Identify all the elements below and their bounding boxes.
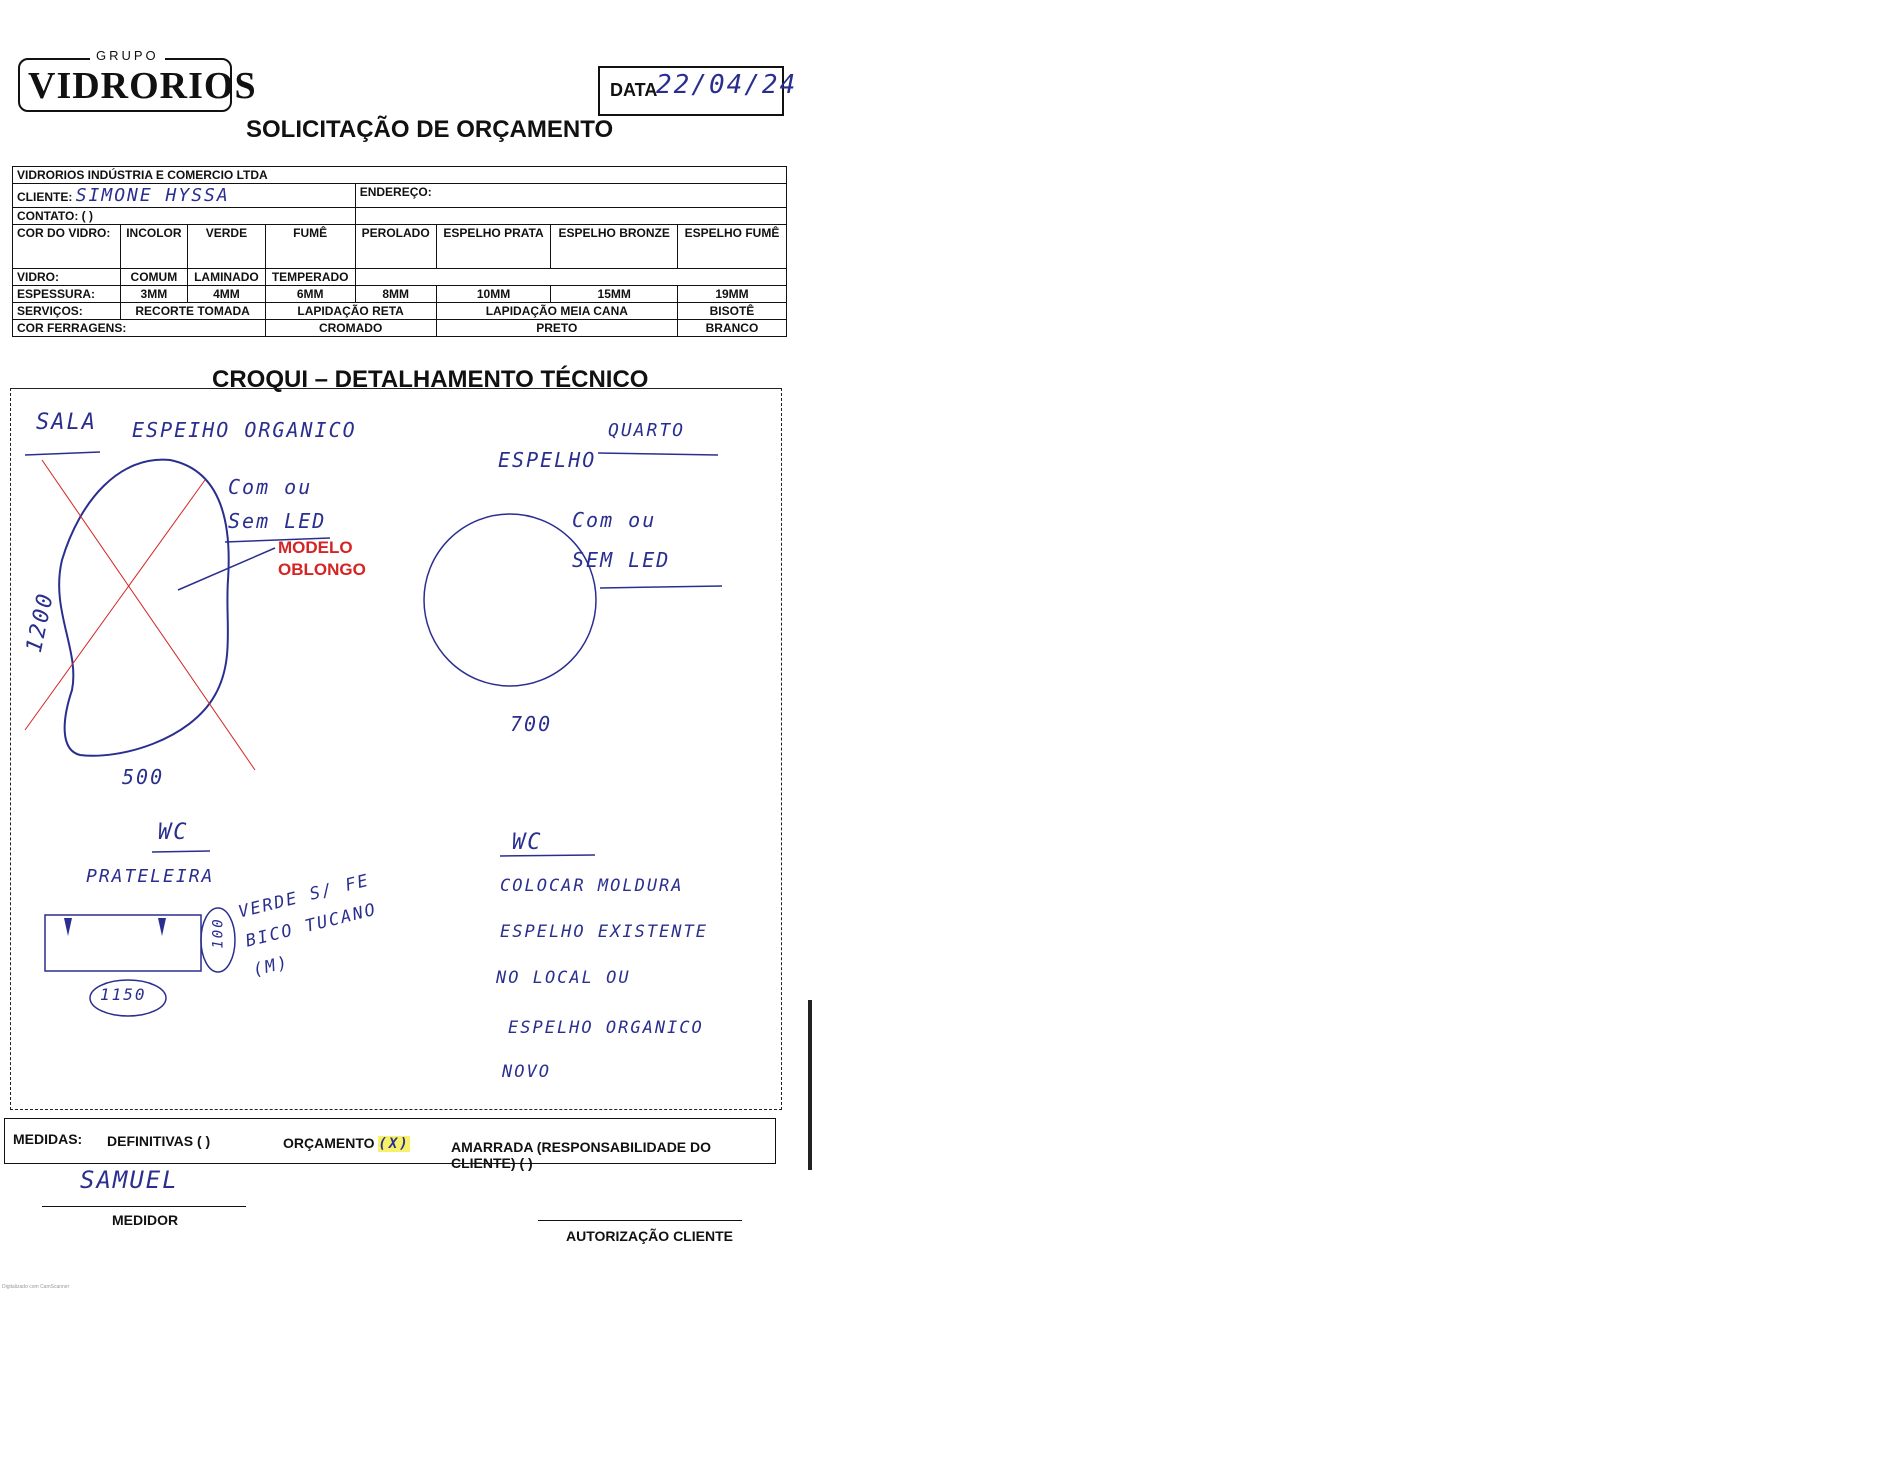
page-edge-shadow [808, 1000, 812, 1170]
orcamento-option [283, 1135, 410, 1152]
sala-height-dimension: 1200 [21, 590, 60, 655]
sketch-drawing [0, 0, 810, 1290]
cor-option: PEROLADO [355, 225, 436, 269]
wc2-label: WC [512, 830, 543, 855]
espessura-option: 8MM [355, 286, 436, 303]
wc2-underline [500, 855, 595, 856]
wc1-height-dimension: 100 [210, 917, 227, 949]
oblongo-label: OBLONGO [278, 560, 366, 579]
quarto-label: QUARTO [608, 420, 686, 441]
quote-request-sheet [0, 0, 810, 1290]
cor-option: INCOLOR [120, 225, 188, 269]
servicos-option: LAPIDAÇÃO MEIA CANA [436, 303, 677, 320]
cor-label: COR DO VIDRO: [13, 225, 121, 269]
wc1-underline [152, 851, 210, 852]
espessura-option: 10MM [436, 286, 551, 303]
logo-grupo-text: GRUPO [90, 48, 165, 63]
orcamento-label: ORÇAMENTO [283, 1135, 375, 1151]
date-label: DATA [610, 80, 658, 100]
quarto-title: ESPELHO [498, 448, 597, 472]
servicos-label: SERVIÇOS: [13, 303, 121, 320]
pointer-line [178, 548, 275, 590]
espessura-option: 6MM [265, 286, 355, 303]
date-value: 22/04/24 [656, 70, 798, 100]
ferragens-option: PRETO [436, 320, 677, 337]
definitivas-option: DEFINITIVAS ( ) [107, 1133, 211, 1149]
vidro-label: VIDRO: [13, 269, 121, 286]
medidas-row [4, 1118, 776, 1171]
cliente-signature-line [538, 1220, 742, 1221]
espessura-option: 3MM [120, 286, 188, 303]
croqui-title: CROQUI – DETALHAMENTO TÉCNICO [212, 366, 649, 393]
wc2-note-line: ESPELHO ORGANICO [508, 1018, 704, 1038]
page-title: SOLICITAÇÃO DE ORÇAMENTO [246, 116, 614, 143]
medidor-signature: SAMUEL [80, 1166, 179, 1194]
logo-name-text: VIDRORIOS [28, 65, 257, 107]
cor-option: ESPELHO BRONZE [551, 225, 678, 269]
round-mirror-outline [424, 514, 596, 686]
scanner-watermark: Digitalizado com CamScanner [2, 1284, 70, 1290]
sala-label: SALA [36, 410, 97, 435]
servicos-option: RECORTE TOMADA [120, 303, 265, 320]
medidas-label: MEDIDAS: [13, 1131, 83, 1147]
cliente-label: CLIENTE: [17, 190, 73, 204]
wc1-label: WC [158, 820, 189, 845]
amarrada-option: AMARRADA (RESPONSABILIDADE DO CLIENTE) ( ) [451, 1139, 712, 1171]
espessura-option: 4MM [188, 286, 265, 303]
bracket-mark [158, 918, 166, 936]
wc2-note-line: NO LOCAL OU [496, 968, 631, 988]
quarto-led-underline [600, 586, 722, 588]
wc2-note-line: NOVO [502, 1062, 551, 1082]
endereco-label: ENDEREÇO: [359, 185, 432, 199]
sala-width-dimension: 500 [122, 765, 165, 789]
vidro-option: LAMINADO [188, 269, 265, 286]
cor-option: ESPELHO PRATA [436, 225, 551, 269]
sala-title: ESPEIHO ORGANICO [132, 418, 357, 442]
sala-underline [25, 452, 100, 455]
vidro-option: COMUM [120, 269, 188, 286]
ferragens-option: BRANCO [677, 320, 786, 337]
cliente-authorization-label: AUTORIZAÇÃO CLIENTE [566, 1228, 733, 1244]
cor-option: FUMÊ [265, 225, 355, 269]
servicos-option: LAPIDAÇÃO RETA [265, 303, 436, 320]
wc1-note: VERDE S/ FE BICO TUCANO (M) [236, 870, 380, 981]
wc1-item: PRATELEIRA [86, 866, 215, 887]
ferragens-option: CROMADO [265, 320, 436, 337]
vidro-option: TEMPERADO [265, 269, 355, 286]
sala-led-note: Com ou Sem LED [228, 475, 327, 533]
cliente-value: SIMONE HYSSA [75, 185, 230, 206]
ferragens-label: COR FERRAGENS: [13, 320, 266, 337]
orcamento-checkmark: (X) [378, 1136, 410, 1152]
quarto-underline [598, 453, 718, 455]
espessura-option: 15MM [551, 286, 678, 303]
wc2-note-line: ESPELHO EXISTENTE [500, 922, 708, 942]
contato-field: CONTATO: ( ) [13, 208, 356, 225]
company-name: VIDRORIOS INDÚSTRIA E COMERCIO LTDA [13, 167, 787, 184]
modelo-label: MODELO [278, 538, 353, 557]
cross-out-line [42, 460, 255, 770]
espessura-option: 19MM [677, 286, 786, 303]
medidor-label: MEDIDOR [112, 1212, 179, 1228]
espessura-label: ESPESSURA: [13, 286, 121, 303]
cor-option: ESPELHO FUMÊ [677, 225, 786, 269]
wc2-note-line: COLOCAR MOLDURA [500, 876, 684, 896]
quarto-diameter-dimension: 700 [510, 712, 553, 736]
cor-option: VERDE [188, 225, 265, 269]
servicos-option: BISOTÊ [677, 303, 786, 320]
bracket-mark [64, 918, 72, 936]
quarto-led-note: Com ou SEM LED [572, 508, 671, 572]
wc1-width-dimension: 1150 [100, 985, 147, 1004]
medidor-signature-line [42, 1206, 246, 1207]
